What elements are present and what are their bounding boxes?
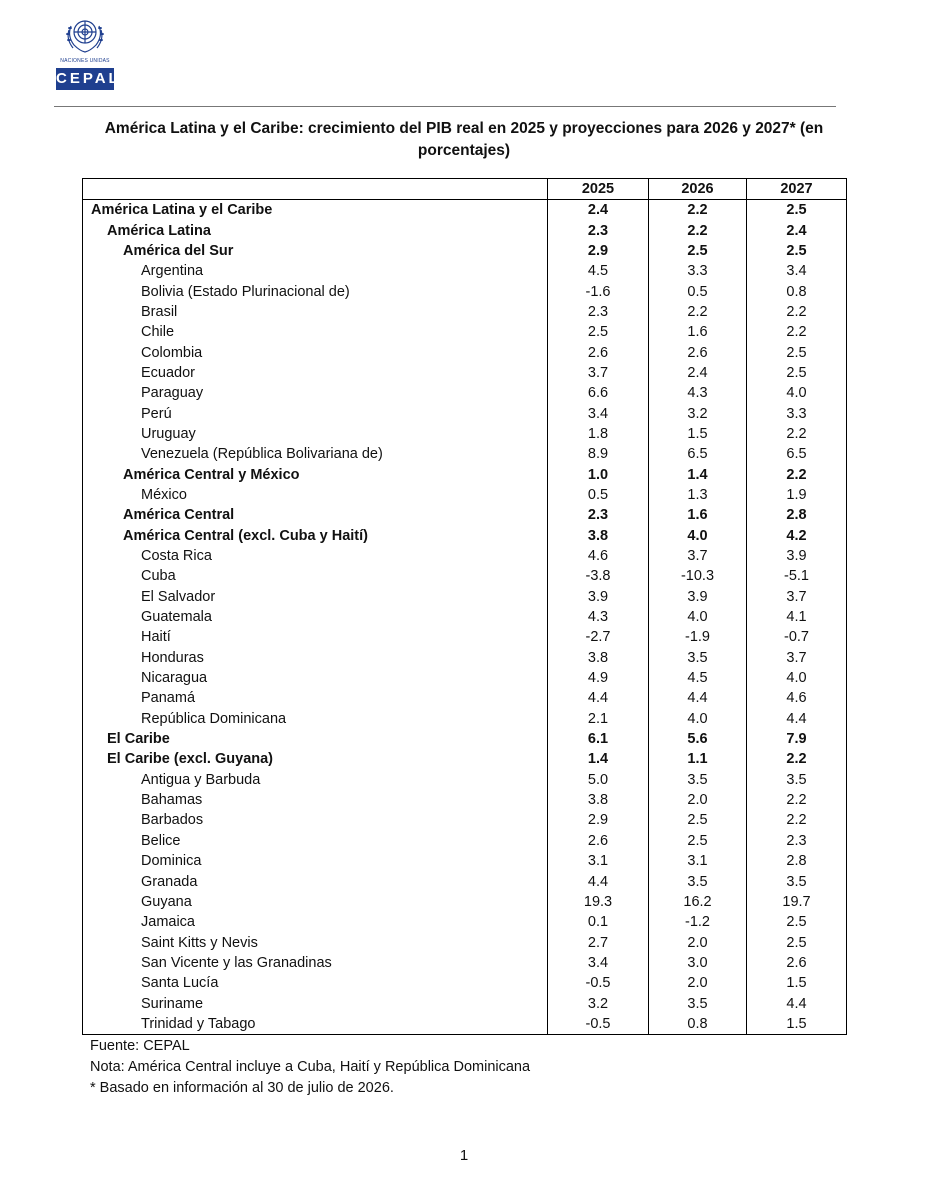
value-2025: 4.6 <box>548 546 649 566</box>
row-label: San Vicente y las Granadinas <box>83 953 548 973</box>
table-row <box>83 912 847 932</box>
table-title: América Latina y el Caribe: crecimiento del PIB real en 2025 y proyecciones para 2026 y 2027* (en porcentajes) <box>104 120 824 159</box>
value-2025: 1.8 <box>548 424 649 444</box>
value-2027: 1.9 <box>747 485 847 505</box>
table-row <box>83 485 847 505</box>
value-2025: 1.0 <box>548 464 649 484</box>
table-row <box>83 973 847 993</box>
value-2026: 3.5 <box>649 993 747 1013</box>
row-label: Cuba <box>83 566 548 586</box>
value-2026: 4.4 <box>649 688 747 708</box>
un-emblem-icon <box>62 12 108 56</box>
value-2026: -1.2 <box>649 912 747 932</box>
value-2025: 2.9 <box>548 810 649 830</box>
value-2027: 2.3 <box>747 831 847 851</box>
value-2026: 5.6 <box>649 729 747 749</box>
table-row <box>83 587 847 607</box>
value-2026: 3.5 <box>649 871 747 891</box>
table-header-row <box>83 179 847 200</box>
row-label: Chile <box>83 322 548 342</box>
value-2027: 2.5 <box>747 342 847 362</box>
row-label: Guyana <box>83 892 548 912</box>
value-2027: -0.7 <box>747 627 847 647</box>
value-2025: -3.8 <box>548 566 649 586</box>
value-2026: 1.6 <box>649 322 747 342</box>
row-label: República Dominicana <box>83 709 548 729</box>
value-2025: 3.1 <box>548 851 649 871</box>
row-label: América Central <box>83 505 548 525</box>
value-2025: 4.4 <box>548 688 649 708</box>
value-2027: 2.4 <box>747 220 847 240</box>
row-label: Costa Rica <box>83 546 548 566</box>
value-2025: 2.5 <box>548 322 649 342</box>
value-2027: 3.3 <box>747 403 847 423</box>
value-2027: 1.5 <box>747 973 847 993</box>
value-2025: 4.5 <box>548 261 649 281</box>
source-note: Fuente: CEPAL <box>90 1038 190 1054</box>
value-2026: 2.6 <box>649 342 747 362</box>
row-label: Honduras <box>83 648 548 668</box>
header-region <box>83 179 548 200</box>
value-2026: -10.3 <box>649 566 747 586</box>
value-2027: 4.2 <box>747 526 847 546</box>
row-label: Uruguay <box>83 424 548 444</box>
table-row <box>83 302 847 322</box>
value-2027: 2.5 <box>747 932 847 952</box>
value-2026: 1.3 <box>649 485 747 505</box>
value-2026: 4.3 <box>649 383 747 403</box>
row-label: Ecuador <box>83 363 548 383</box>
value-2025: 4.4 <box>548 871 649 891</box>
value-2027: 3.9 <box>747 546 847 566</box>
row-label: Colombia <box>83 342 548 362</box>
page-number: 1 <box>459 1147 469 1164</box>
value-2025: -0.5 <box>548 1014 649 1035</box>
row-label: América del Sur <box>83 241 548 261</box>
value-2025: 2.7 <box>548 932 649 952</box>
value-2027: 2.2 <box>747 810 847 830</box>
table-row <box>83 200 847 221</box>
value-2027: 2.2 <box>747 302 847 322</box>
value-2025: 2.6 <box>548 831 649 851</box>
row-label: El Caribe (excl. Guyana) <box>83 749 548 769</box>
value-2026: 4.5 <box>649 668 747 688</box>
value-2027: 3.7 <box>747 648 847 668</box>
row-label: Antigua y Barbuda <box>83 770 548 790</box>
value-2026: 3.9 <box>649 587 747 607</box>
value-2027: 2.6 <box>747 953 847 973</box>
value-2027: 6.5 <box>747 444 847 464</box>
row-label: México <box>83 485 548 505</box>
gdp-growth-table <box>82 178 847 1035</box>
table-row <box>83 648 847 668</box>
value-2025: 3.8 <box>548 526 649 546</box>
value-2025: 3.4 <box>548 953 649 973</box>
row-label: Brasil <box>83 302 548 322</box>
table-row <box>83 709 847 729</box>
table-row <box>83 790 847 810</box>
table-row <box>83 241 847 261</box>
row-label: Dominica <box>83 851 548 871</box>
value-2026: 3.3 <box>649 261 747 281</box>
row-label: Granada <box>83 871 548 891</box>
row-label: Panamá <box>83 688 548 708</box>
table-row <box>83 363 847 383</box>
value-2027: 4.6 <box>747 688 847 708</box>
value-2027: 4.4 <box>747 709 847 729</box>
value-2025: 3.8 <box>548 648 649 668</box>
table-row <box>83 831 847 851</box>
row-label: Argentina <box>83 261 548 281</box>
value-2026: 1.4 <box>649 464 747 484</box>
value-2025: 1.4 <box>548 749 649 769</box>
row-label: Santa Lucía <box>83 973 548 993</box>
value-2027: 2.2 <box>747 790 847 810</box>
value-2027: 2.5 <box>747 912 847 932</box>
row-label: Guatemala <box>83 607 548 627</box>
value-2026: 3.0 <box>649 953 747 973</box>
value-2025: 3.4 <box>548 403 649 423</box>
row-label: América Central y México <box>83 464 548 484</box>
value-2027: 4.0 <box>747 383 847 403</box>
table-row <box>83 566 847 586</box>
row-label: Haití <box>83 627 548 647</box>
value-2027: 3.5 <box>747 871 847 891</box>
value-2026: 2.0 <box>649 973 747 993</box>
value-2025: 2.4 <box>548 200 649 221</box>
row-label: Venezuela (República Bolivariana de) <box>83 444 548 464</box>
value-2025: 4.3 <box>548 607 649 627</box>
value-2027: 2.5 <box>747 241 847 261</box>
value-2027: 2.2 <box>747 424 847 444</box>
value-2027: 0.8 <box>747 281 847 301</box>
header-divider <box>54 106 836 107</box>
value-2027: 2.8 <box>747 851 847 871</box>
table-body <box>83 200 847 1035</box>
table-row <box>83 871 847 891</box>
header-year-2026: 2026 <box>649 179 747 200</box>
header-year-2027: 2027 <box>747 179 847 200</box>
value-2025: 3.2 <box>548 993 649 1013</box>
table-row <box>83 383 847 403</box>
coverage-note: Nota: América Central incluye a Cuba, Haití y República Dominicana <box>90 1059 531 1075</box>
date-note: * Basado en información al 30 de julio de 2026. <box>90 1080 394 1096</box>
value-2026: 1.1 <box>649 749 747 769</box>
value-2026: 0.8 <box>649 1014 747 1035</box>
value-2027: 4.0 <box>747 668 847 688</box>
header-year-2025: 2025 <box>548 179 649 200</box>
value-2026: 16.2 <box>649 892 747 912</box>
value-2026: 2.0 <box>649 932 747 952</box>
row-label: Paraguay <box>83 383 548 403</box>
footnotes <box>90 1036 530 1099</box>
value-2025: -2.7 <box>548 627 649 647</box>
table-row <box>83 526 847 546</box>
table-row <box>83 546 847 566</box>
value-2026: 2.5 <box>649 831 747 851</box>
value-2025: 6.6 <box>548 383 649 403</box>
value-2025: 5.0 <box>548 770 649 790</box>
row-label: América Latina y el Caribe <box>83 200 548 221</box>
value-2025: 2.3 <box>548 505 649 525</box>
row-label: El Salvador <box>83 587 548 607</box>
value-2027: 3.4 <box>747 261 847 281</box>
un-tagline: NACIONES UNIDAS <box>60 58 110 64</box>
row-label: Nicaragua <box>83 668 548 688</box>
table-row <box>83 403 847 423</box>
value-2025: 2.3 <box>548 302 649 322</box>
value-2027: 4.1 <box>747 607 847 627</box>
value-2026: 3.5 <box>649 648 747 668</box>
value-2027: 4.4 <box>747 993 847 1013</box>
row-label: Bolivia (Estado Plurinacional de) <box>83 281 548 301</box>
row-label: Saint Kitts y Nevis <box>83 932 548 952</box>
value-2026: 6.5 <box>649 444 747 464</box>
table-row <box>83 627 847 647</box>
value-2026: 2.5 <box>649 241 747 261</box>
value-2026: 2.2 <box>649 302 747 322</box>
value-2025: 3.9 <box>548 587 649 607</box>
row-label: Barbados <box>83 810 548 830</box>
table-row <box>83 220 847 240</box>
value-2026: 2.0 <box>649 790 747 810</box>
value-2026: 2.5 <box>649 810 747 830</box>
table-row <box>83 444 847 464</box>
table-row <box>83 342 847 362</box>
value-2027: 2.2 <box>747 464 847 484</box>
table-row <box>83 729 847 749</box>
value-2026: 2.2 <box>649 200 747 221</box>
table-row <box>83 810 847 830</box>
table-row <box>83 505 847 525</box>
table-row <box>83 668 847 688</box>
cepal-wordmark: CEPAL <box>56 68 114 90</box>
value-2026: 4.0 <box>649 709 747 729</box>
value-2027: 3.7 <box>747 587 847 607</box>
value-2025: 3.7 <box>548 363 649 383</box>
value-2026: 3.7 <box>649 546 747 566</box>
value-2025: 0.1 <box>548 912 649 932</box>
row-label: América Latina <box>83 220 548 240</box>
value-2027: 2.5 <box>747 200 847 221</box>
value-2026: 0.5 <box>649 281 747 301</box>
row-label: América Central (excl. Cuba y Haití) <box>83 526 548 546</box>
table-row <box>83 607 847 627</box>
table-row <box>83 261 847 281</box>
row-label: Trinidad y Tabago <box>83 1014 548 1035</box>
value-2027: 2.2 <box>747 322 847 342</box>
value-2025: 2.3 <box>548 220 649 240</box>
table-row <box>83 688 847 708</box>
value-2025: 19.3 <box>548 892 649 912</box>
cepal-logo <box>54 12 121 90</box>
value-2027: 2.8 <box>747 505 847 525</box>
table-row <box>83 281 847 301</box>
table-row <box>83 1014 847 1035</box>
table-row <box>83 322 847 342</box>
row-label: Jamaica <box>83 912 548 932</box>
row-label: El Caribe <box>83 729 548 749</box>
value-2025: 0.5 <box>548 485 649 505</box>
value-2027: 19.7 <box>747 892 847 912</box>
value-2027: -5.1 <box>747 566 847 586</box>
value-2025: -1.6 <box>548 281 649 301</box>
value-2026: 3.5 <box>649 770 747 790</box>
value-2025: 6.1 <box>548 729 649 749</box>
table-row <box>83 770 847 790</box>
value-2025: 8.9 <box>548 444 649 464</box>
value-2026: 2.4 <box>649 363 747 383</box>
table-row <box>83 993 847 1013</box>
value-2025: 4.9 <box>548 668 649 688</box>
value-2027: 7.9 <box>747 729 847 749</box>
table-row <box>83 953 847 973</box>
table-row <box>83 851 847 871</box>
value-2026: 1.5 <box>649 424 747 444</box>
value-2025: -0.5 <box>548 973 649 993</box>
value-2025: 2.6 <box>548 342 649 362</box>
value-2025: 2.1 <box>548 709 649 729</box>
value-2026: 3.1 <box>649 851 747 871</box>
table-row <box>83 749 847 769</box>
value-2026: 2.2 <box>649 220 747 240</box>
value-2025: 3.8 <box>548 790 649 810</box>
table-row <box>83 892 847 912</box>
value-2027: 2.5 <box>747 363 847 383</box>
row-label: Belice <box>83 831 548 851</box>
value-2026: 4.0 <box>649 526 747 546</box>
value-2026: 4.0 <box>649 607 747 627</box>
row-label: Suriname <box>83 993 548 1013</box>
table-row <box>83 932 847 952</box>
value-2025: 2.9 <box>548 241 649 261</box>
row-label: Bahamas <box>83 790 548 810</box>
value-2027: 2.2 <box>747 749 847 769</box>
value-2027: 3.5 <box>747 770 847 790</box>
value-2026: 1.6 <box>649 505 747 525</box>
table-row <box>83 424 847 444</box>
value-2027: 1.5 <box>747 1014 847 1035</box>
value-2026: 3.2 <box>649 403 747 423</box>
row-label: Perú <box>83 403 548 423</box>
value-2026: -1.9 <box>649 627 747 647</box>
table-row <box>83 464 847 484</box>
